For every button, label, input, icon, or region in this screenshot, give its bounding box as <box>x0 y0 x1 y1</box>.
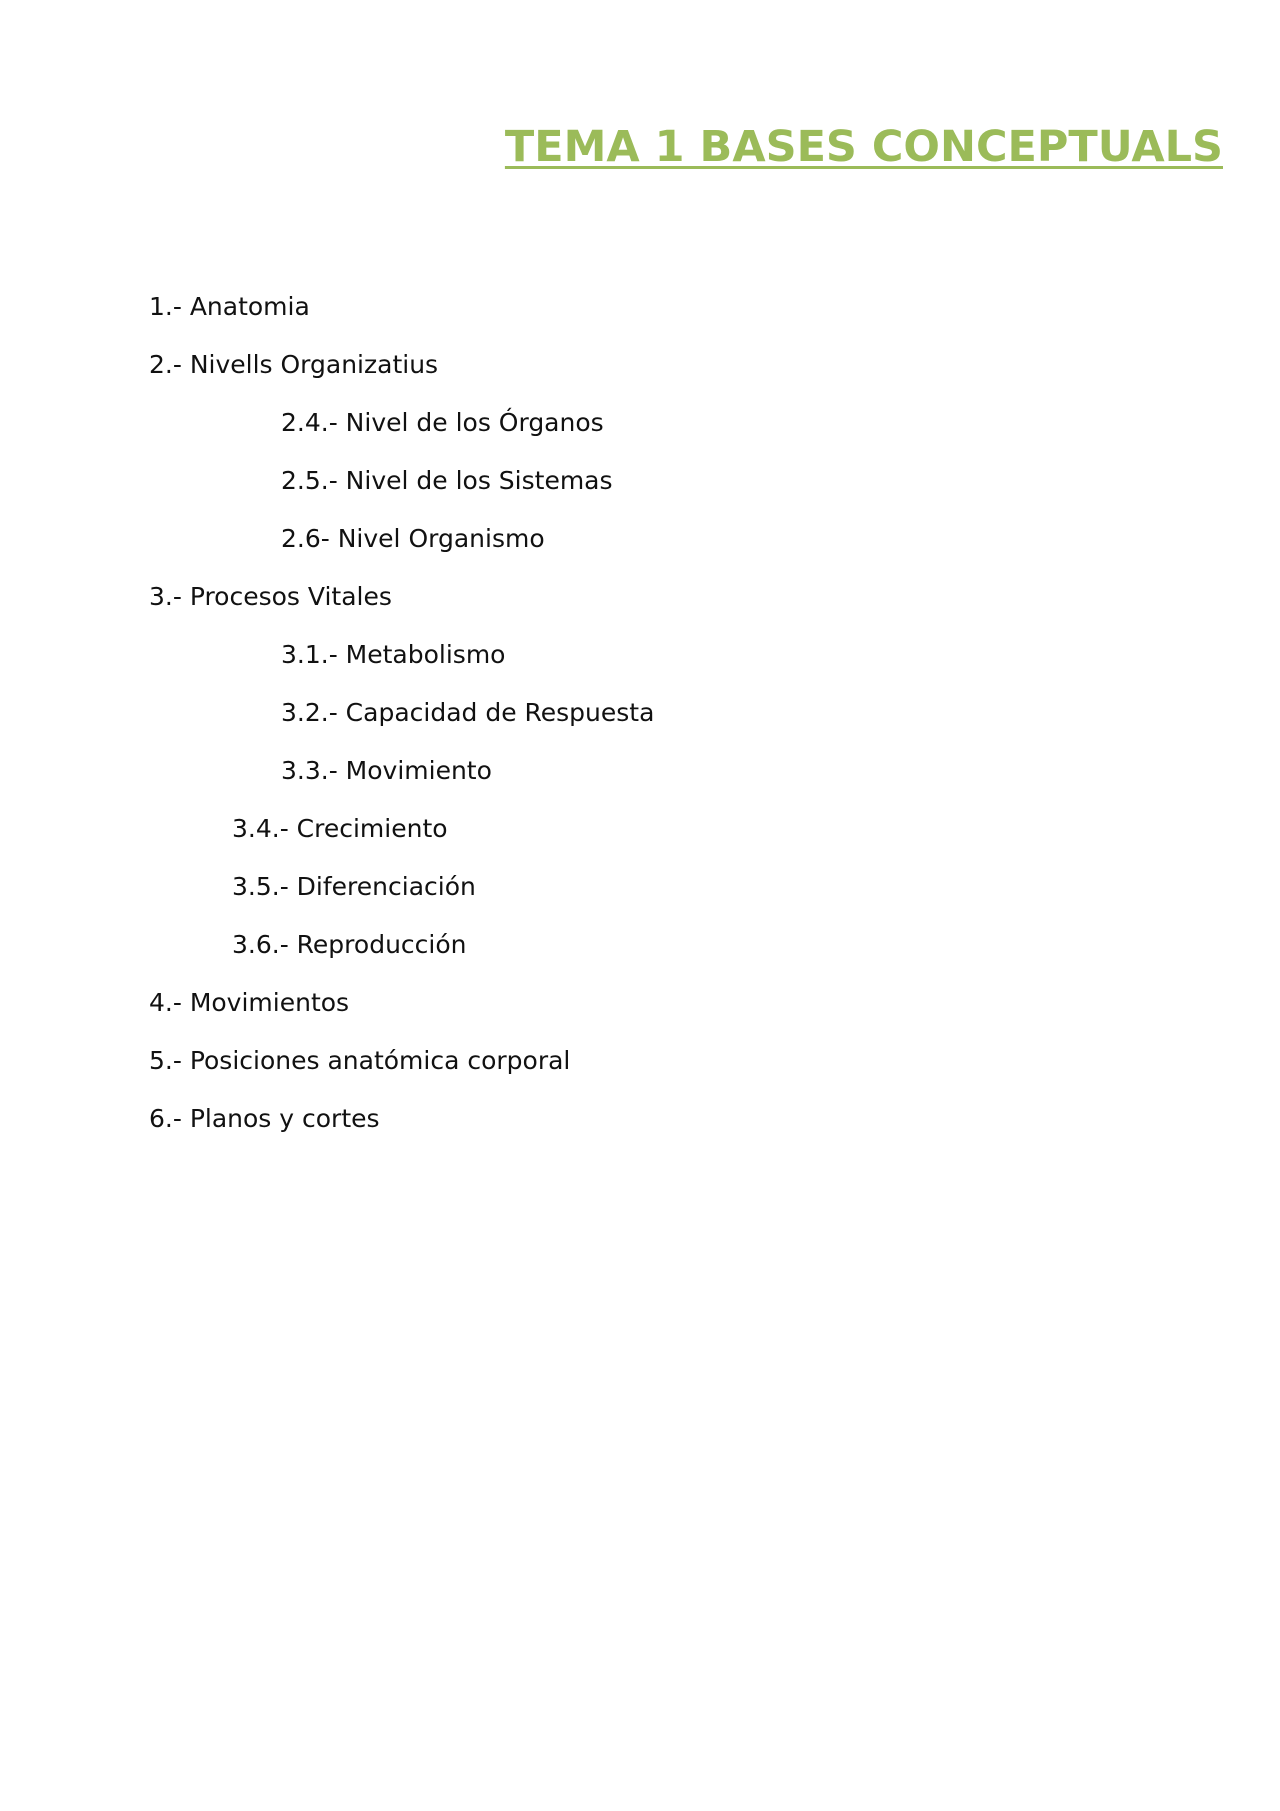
toc-item: 5.- Posiciones anatómica corporal <box>149 1046 571 1075</box>
toc-subitem: 3.2.- Capacidad de Respuesta <box>281 698 655 727</box>
toc-subitem: 2.6- Nivel Organismo <box>281 524 545 553</box>
toc-item: 6.- Planos y cortes <box>149 1104 380 1133</box>
toc-item: 2.- Nivells Organizatius <box>149 350 439 379</box>
toc-subitem: 3.1.- Metabolismo <box>281 640 506 669</box>
toc-subitem: 3.5.- Diferenciación <box>232 872 476 901</box>
toc-subitem: 3.3.- Movimiento <box>281 756 492 785</box>
toc-subitem: 2.4.- Nivel de los Órganos <box>281 408 604 437</box>
toc-item: 3.- Procesos Vitales <box>149 582 392 611</box>
toc-item: 4.- Movimientos <box>149 988 350 1017</box>
table-of-contents <box>0 278 1280 1148</box>
toc-subitem: 3.4.- Crecimiento <box>232 814 448 843</box>
page-title: TEMA 1 BASES CONCEPTUALS <box>504 122 1223 172</box>
toc-subitem: 2.5.- Nivel de los Sistemas <box>281 466 613 495</box>
toc-item: 1.- Anatomia <box>149 292 310 321</box>
toc-subitem: 3.6.- Reproducción <box>232 930 467 959</box>
